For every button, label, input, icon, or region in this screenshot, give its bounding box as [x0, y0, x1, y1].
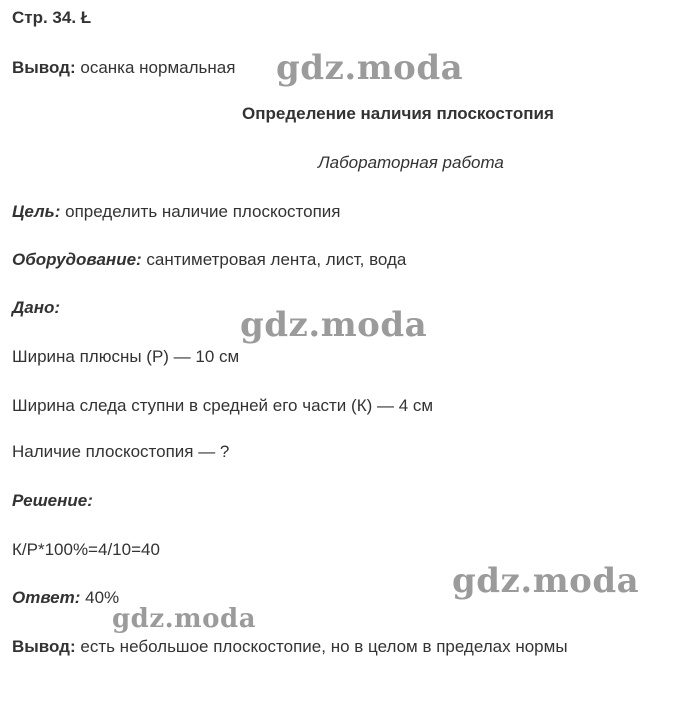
watermark-logo: gdz.moda: [112, 604, 257, 634]
given-item-question: Наличие плоскостопия — ?: [12, 442, 230, 461]
equipment-text: сантиметровая лента, лист, вода: [141, 250, 407, 269]
goal-label: Цель:: [12, 202, 61, 221]
conclusion-text: осанка нормальная: [75, 58, 236, 77]
watermark-logo: gdz.moda: [276, 48, 464, 88]
answer-label: Ответ:: [12, 588, 81, 607]
watermark-logo: gdz.moda: [452, 561, 640, 601]
answer-line: [12, 587, 119, 609]
watermark-logo: gdz.moda: [240, 305, 428, 345]
posture-conclusion: [12, 57, 235, 79]
page-subtitle: Лабораторная работа: [318, 153, 504, 172]
final-conclusion: [12, 636, 568, 658]
conclusion-label: Вывод:: [12, 58, 76, 77]
page-title: Определение наличия плоскостопия: [242, 104, 554, 123]
page-reference: Стр. 34. Ł: [12, 8, 92, 27]
goal-text: определить наличие плоскостопия: [60, 202, 341, 221]
final-conclusion-text: есть небольшое плоскостопие, но в целом в пределах нормы: [75, 637, 568, 656]
solution-formula: К/Р*100%=4/10=40: [12, 540, 160, 559]
solution-label: Решение:: [12, 491, 93, 510]
given-item-width: Ширина плюсны (Р) — 10 см: [12, 347, 240, 366]
answer-text: 40%: [80, 588, 120, 607]
final-conclusion-label: Вывод:: [12, 637, 76, 656]
equipment-label: Оборудование:: [12, 250, 142, 269]
given-item-footprint: Ширина следа ступни в средней его части (К) — 4 см: [12, 396, 434, 415]
goal-line: [12, 201, 341, 223]
equipment-line: [12, 249, 406, 271]
given-label: Дано:: [12, 298, 61, 317]
